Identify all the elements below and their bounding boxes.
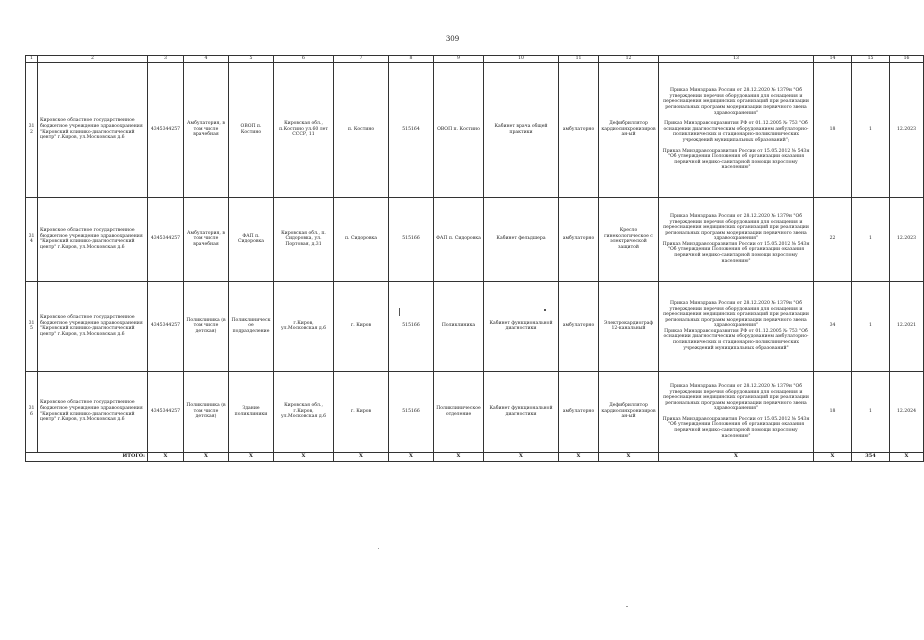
facility-type: Амбулатория, в том числе врачебная <box>184 197 229 281</box>
total-cell: X <box>484 452 559 461</box>
regulation-text: Приказ Минздрава России от 28.12.2020 № 1379н "Об утверждении перечня оборудования для оснащения и переоснащения медицинских организаций при реализации региональных программ модернизации первичного звена здравоохранения" <box>663 213 809 242</box>
due-date: 12.2023 <box>890 197 924 281</box>
scan-artifact <box>399 308 400 316</box>
due-date: 12.2024 <box>890 371 924 452</box>
table-row <box>26 281 924 371</box>
scan-artifact <box>626 606 628 607</box>
col-header: 12 <box>599 56 659 63</box>
total-cell: X <box>890 452 924 461</box>
regulation-cell <box>659 281 814 371</box>
organization-name: Кировское областное государственное бюджетное учреждение здравоохранения "Кировский клинико-диагностический центр" г.Киров, ул.Московская д.6 <box>38 281 148 371</box>
code: 515166 <box>389 197 434 281</box>
total-cell: X <box>434 452 484 461</box>
locality: п. Сидоровка <box>334 197 389 281</box>
care-form: амбулаторно <box>559 197 599 281</box>
total-cell: X <box>559 452 599 461</box>
equipment-name: Электрокардиограф 12-канальный <box>599 281 659 371</box>
facility-type: Амбулатория, в том числе врачебная <box>184 62 229 197</box>
regulation-text: Приказ Минздравсоцразвития России от 15.05.2012 № 543н "Об утверждении Положения об организации оказания первичной медико-санитарной помощи взрослому населению" <box>662 148 810 171</box>
code: 515166 <box>389 371 434 452</box>
total-cell: X <box>274 452 334 461</box>
col-header: 9 <box>434 56 484 63</box>
col-header: 8 <box>389 56 434 63</box>
total-cell: X <box>334 452 389 461</box>
code: 515166 <box>389 281 434 371</box>
quantity: 1 <box>852 197 890 281</box>
equipment-name: Дефибриллятор кардиосинхронизирован-ый <box>599 62 659 197</box>
equipment-table <box>25 55 924 462</box>
unit-name: ОВОП п. Костино <box>434 62 484 197</box>
code: 515164 <box>389 62 434 197</box>
cabinet-name: Кабинет фельдшера <box>484 197 559 281</box>
organization-name: Кировское областное государственное бюджетное учреждение здравоохранения "Кировский клинико-диагностический центр" г.Киров, ул.Московская д.6 <box>38 197 148 281</box>
col-header: 7 <box>334 56 389 63</box>
total-label: ИТОГО: <box>26 452 148 461</box>
total-cell: X <box>814 452 852 461</box>
care-form: амбулаторно <box>559 62 599 197</box>
regulation-text: Приказ Минздравсоцразвития РФ от 01.12.2005 № 753 "Об оснащении диагностическим оборудованием амбулаторно-поликлинических и стационарно-поликлинических учреждений муниципальных образований" <box>663 328 809 351</box>
table-row <box>26 371 924 452</box>
facility-type: Поликлиника (в том числе детская) <box>184 371 229 452</box>
column-number-row <box>26 56 924 63</box>
subdivision-name: Здание поликлиники <box>229 371 274 452</box>
total-quantity: 354 <box>852 452 890 461</box>
col-header: 5 <box>229 56 274 63</box>
col-header: 14 <box>814 56 852 63</box>
address: Кировская обл., г.Киров, ул.Московская д.6 <box>274 371 334 452</box>
quantity: 1 <box>852 371 890 452</box>
inn-cell: 4345344257 <box>148 281 184 371</box>
cabinet-name: Кабинет врача общей практики <box>484 62 559 197</box>
facility-type: Поликлиника (в том числе детская) <box>184 281 229 371</box>
regulation-text: Приказ Минздрава России от 28.12.2020 № 1379н "Об утверждении перечня оборудования для оснащения и переоснащения медицинских организаций при реализации региональных программ модернизации первичного звена здравоохранения" <box>663 383 809 412</box>
regulation-text: Приказ Минздравсоцразвития РФ от 01.12.2005 № 753 "Об оснащении диагностическим оборудованием амбулаторно-поликлинических и стационарно-поликлинических учреждений муниципальных образований"; <box>663 121 809 143</box>
due-date: 12.2023 <box>890 62 924 197</box>
subdivision-name: ОВОП п. Костино <box>229 62 274 197</box>
address: Кировская обл., п. Сидоровка, ул. Портовая, д.31 <box>274 197 334 281</box>
unit-name: Поликлиника <box>434 281 484 371</box>
locality: г. Киров <box>334 371 389 452</box>
col-header: 4 <box>184 56 229 63</box>
inn-cell: 4345344257 <box>148 62 184 197</box>
locality: г. Киров <box>334 281 389 371</box>
regulation-text: Приказ Минздравсоцразвития России от 15.05.2012 № 543н "Об утверждении Положения об организации оказания первичной медико-санитарной помощи взрослому населению" <box>662 241 810 264</box>
total-cell: X <box>148 452 184 461</box>
equipment-name: Дефибриллятор кардиосинхронизирован-ый <box>599 371 659 452</box>
regulation-cell <box>659 371 814 452</box>
care-form: амбулаторно <box>559 281 599 371</box>
col-header: 6 <box>274 56 334 63</box>
page-number: 309 <box>445 35 460 43</box>
scan-artifact <box>544 309 546 311</box>
cabinet-name: Кабинет функциональной диагностики <box>484 371 559 452</box>
cabinet-name: Кабинет функциональной диагностики <box>484 281 559 371</box>
locality: п. Костино <box>334 62 389 197</box>
col-header: 10 <box>484 56 559 63</box>
col-header: 2 <box>38 56 148 63</box>
address: Кировская обл., п.Костино ул.60 лет СССР, 11 <box>274 62 334 197</box>
subdivision-name: ФАП п. Сидоровка <box>229 197 274 281</box>
total-cell: X <box>389 452 434 461</box>
regulation-cell <box>659 62 814 197</box>
quantity: 1 <box>852 62 890 197</box>
position-number: 18 <box>814 62 852 197</box>
position-number: 34 <box>814 281 852 371</box>
organization-name: Кировское областное государственное бюджетное учреждение здравоохранения "Кировский клинико-диагностический центр" г.Киров, ул.Московская д.6 <box>38 62 148 197</box>
care-form: амбулаторно <box>559 371 599 452</box>
total-cell: X <box>184 452 229 461</box>
total-cell: X <box>599 452 659 461</box>
row-number: 316 <box>26 371 38 452</box>
equipment-name: Кресло гинекологическое с электрической защитой <box>599 197 659 281</box>
position-number: 18 <box>814 371 852 452</box>
table-row <box>26 197 924 281</box>
col-header: 13 <box>659 56 814 63</box>
due-date: 12.2021 <box>890 281 924 371</box>
scan-artifact <box>378 548 379 549</box>
col-header: 16 <box>890 56 924 63</box>
subdivision-name: Поликлиническое подразделение <box>229 281 274 371</box>
inn-cell: 4345344257 <box>148 197 184 281</box>
unit-name: ФАП п. Сидоровка <box>434 197 484 281</box>
organization-name: Кировское областное государственное бюджетное учреждение здравоохранения "Кировский клинико-диагностический центр" г.Киров, ул.Московская д.6 <box>38 371 148 452</box>
table-row <box>26 62 924 197</box>
col-header: 3 <box>148 56 184 63</box>
col-header: 1 <box>26 56 38 63</box>
col-header: 11 <box>559 56 599 63</box>
row-number: 314 <box>26 197 38 281</box>
total-cell: X <box>229 452 274 461</box>
unit-name: Поликлиническое отделение <box>434 371 484 452</box>
row-number: 315 <box>26 281 38 371</box>
quantity: 1 <box>852 281 890 371</box>
regulation-cell <box>659 197 814 281</box>
regulation-text: Приказ Минздрава России от 28.12.2020 № 1379н "Об утверждении перечня оборудования для оснащения и переоснащения медицинских организаций при реализации региональных программ модернизации первичного звена здравоохранения" <box>663 300 809 329</box>
regulation-text: Приказ Минздравсоцразвития России от 15.05.2012 № 543н "Об утверждении Положения об организации оказания первичной медико-санитарной помощи взрослому населению" <box>662 416 810 439</box>
col-header: 15 <box>852 56 890 63</box>
address: г.Киров, ул.Московская д.6 <box>274 281 334 371</box>
position-number: 22 <box>814 197 852 281</box>
row-number: 312 <box>26 62 38 197</box>
inn-cell: 4345344257 <box>148 371 184 452</box>
regulation-text: Приказ Минздрава России от 28.12.2020 № 1379н "Об утверждении перечня оборудования для оснащения и переоснащения медицинских организаций при реализации региональных программ модернизации первичного звена здравоохранения" <box>663 88 809 116</box>
total-row <box>26 452 924 461</box>
total-cell: X <box>659 452 814 461</box>
